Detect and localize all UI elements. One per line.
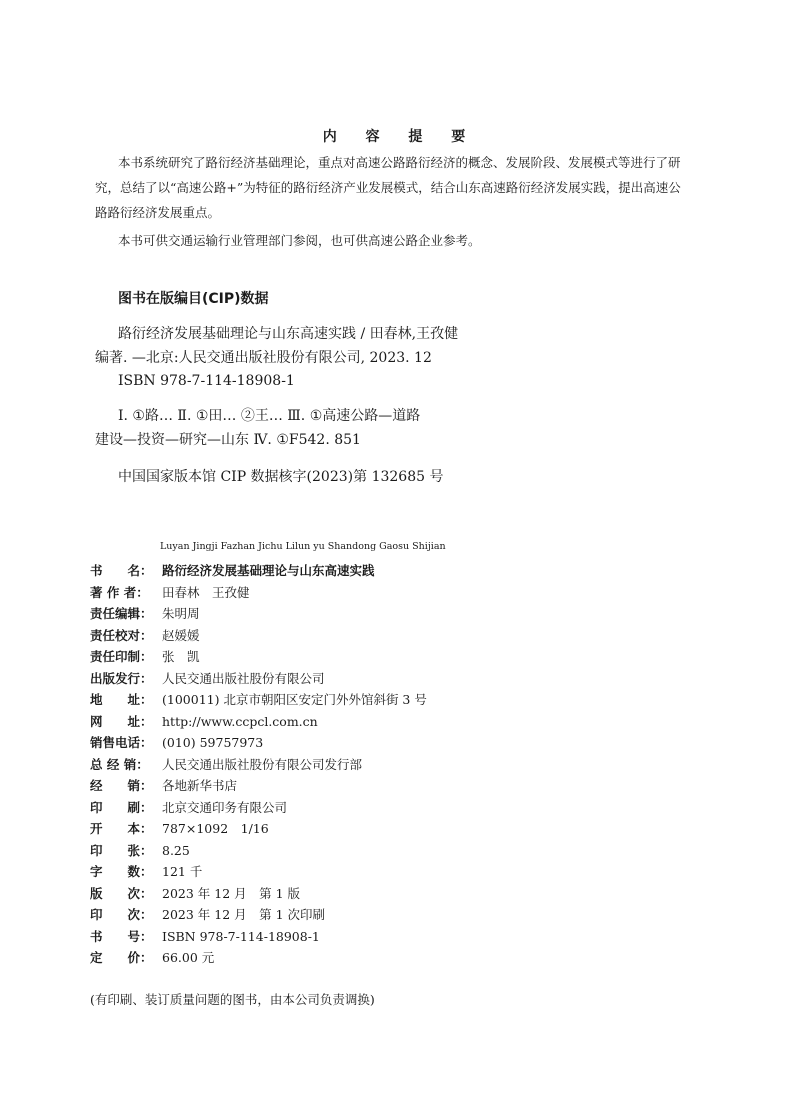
info-value: 66.00 元	[162, 950, 215, 965]
info-row	[90, 583, 250, 601]
info-row	[90, 690, 427, 708]
info-label: 总 经 销：	[90, 756, 149, 772]
summary-para2: 本书可供交通运输行业管理部门参阅，也可供高速公路企业参考。	[118, 233, 481, 248]
cip-title: 图书在版编目(CIP)数据	[118, 291, 269, 307]
info-row	[90, 927, 320, 945]
info-value: 朱明周	[162, 606, 200, 621]
info-value: 张 凯	[162, 649, 200, 664]
info-label: 责任印制：	[90, 649, 153, 664]
info-row	[90, 626, 200, 644]
info-label: 书 号：	[90, 928, 153, 944]
info-label: 版 次：	[90, 885, 153, 901]
info-value: 路衍经济发展基础理论与山东高速实践	[162, 563, 375, 578]
summary-title: 内 容 提 要	[322, 129, 478, 145]
cip-line6: 中国国家版本馆 CIP 数据核字(2023)第 132685 号	[118, 469, 444, 485]
info-value: 8.25	[162, 842, 190, 858]
info-label: 经 销：	[90, 778, 153, 793]
info-value: 北京交通印务有限公司	[162, 799, 288, 815]
info-value: 2023 年 12 月 第 1 版	[162, 885, 301, 901]
info-value: 人民交通出版社股份有限公司	[162, 670, 325, 686]
summary-para1-line2: 究，总结了以“高速公路+”为特征的路衍经济产业发展模式，结合山东高速路衍经济发展实践，提出高速公	[95, 180, 681, 195]
info-row	[90, 819, 269, 837]
info-label: 著 作 者：	[90, 584, 149, 600]
info-value: 2023 年 12 月 第 1 次印刷	[162, 907, 326, 922]
info-label: 网 址：	[90, 713, 153, 729]
summary-para1-line3: 路路衍经济发展重点。	[95, 205, 221, 220]
quality-note: (有印刷、装订质量问题的图书，由本公司负责调换)	[90, 992, 375, 1007]
info-label: 出版发行：	[90, 670, 153, 686]
info-value: 人民交通出版社股份有限公司发行部	[162, 756, 363, 772]
info-row	[90, 712, 318, 730]
cip-line5: 建设—投资—研究—山东 Ⅳ. ①F542. 851	[95, 432, 361, 448]
info-row	[90, 561, 375, 579]
info-row	[90, 862, 202, 880]
info-value: 121 千	[162, 864, 203, 879]
info-label: 地 址：	[90, 692, 153, 707]
info-value: 赵媛媛	[162, 627, 200, 643]
cip-line4: Ⅰ. ①路… Ⅱ. ①田… ②王… Ⅲ. ①高速公路—道路	[118, 408, 421, 424]
info-row	[90, 841, 190, 859]
info-value: 田春林 王孜健	[162, 584, 250, 600]
info-row	[90, 755, 362, 773]
info-value: (100011) 北京市朝阳区安定门外外馆斜街 3 号	[162, 692, 427, 707]
info-value: 各地新华书店	[162, 778, 238, 793]
info-row	[90, 733, 263, 751]
info-label: 开 本：	[90, 821, 153, 836]
info-value: (010) 59757973	[162, 735, 264, 750]
info-label: 责任校对：	[90, 627, 153, 643]
info-row	[90, 669, 325, 687]
cip-line1: 路衍经济发展基础理论与山东高速实践 / 田春林,王孜健	[118, 326, 459, 342]
info-value: http://www.ccpcl.com.cn	[162, 713, 318, 729]
info-row	[90, 604, 200, 622]
info-label: 责任编辑：	[90, 606, 153, 621]
cip-line2: 编著. —北京:人民交通出版社股份有限公司, 2023. 12	[95, 350, 432, 366]
pinyin-title: Luyan Jingji Fazhan Jichu Lilun yu Shandong Gaosu Shijian	[160, 541, 446, 552]
info-row	[90, 905, 325, 923]
info-label: 印 次：	[90, 907, 153, 922]
info-row	[90, 798, 287, 816]
cip-isbn: ISBN 978-7-114-18908-1	[118, 373, 295, 389]
info-row	[90, 884, 300, 902]
info-label: 印 刷：	[90, 799, 153, 815]
info-label: 字 数：	[90, 864, 153, 879]
info-row	[90, 647, 200, 665]
summary-para1-line1: 本书系统研究了路衍经济基础理论，重点对高速公路路衍经济的概念、发展阶段、发展模式等进行了研	[118, 155, 681, 170]
info-value: ISBN 978-7-114-18908-1	[162, 928, 320, 944]
info-label: 印 张：	[90, 842, 153, 858]
info-label: 书 名：	[90, 563, 153, 578]
info-label: 定 价：	[90, 950, 153, 965]
info-row	[90, 776, 237, 794]
info-label: 销售电话：	[90, 735, 153, 750]
info-row	[90, 948, 214, 966]
info-value: 787×1092 1/16	[162, 821, 269, 836]
